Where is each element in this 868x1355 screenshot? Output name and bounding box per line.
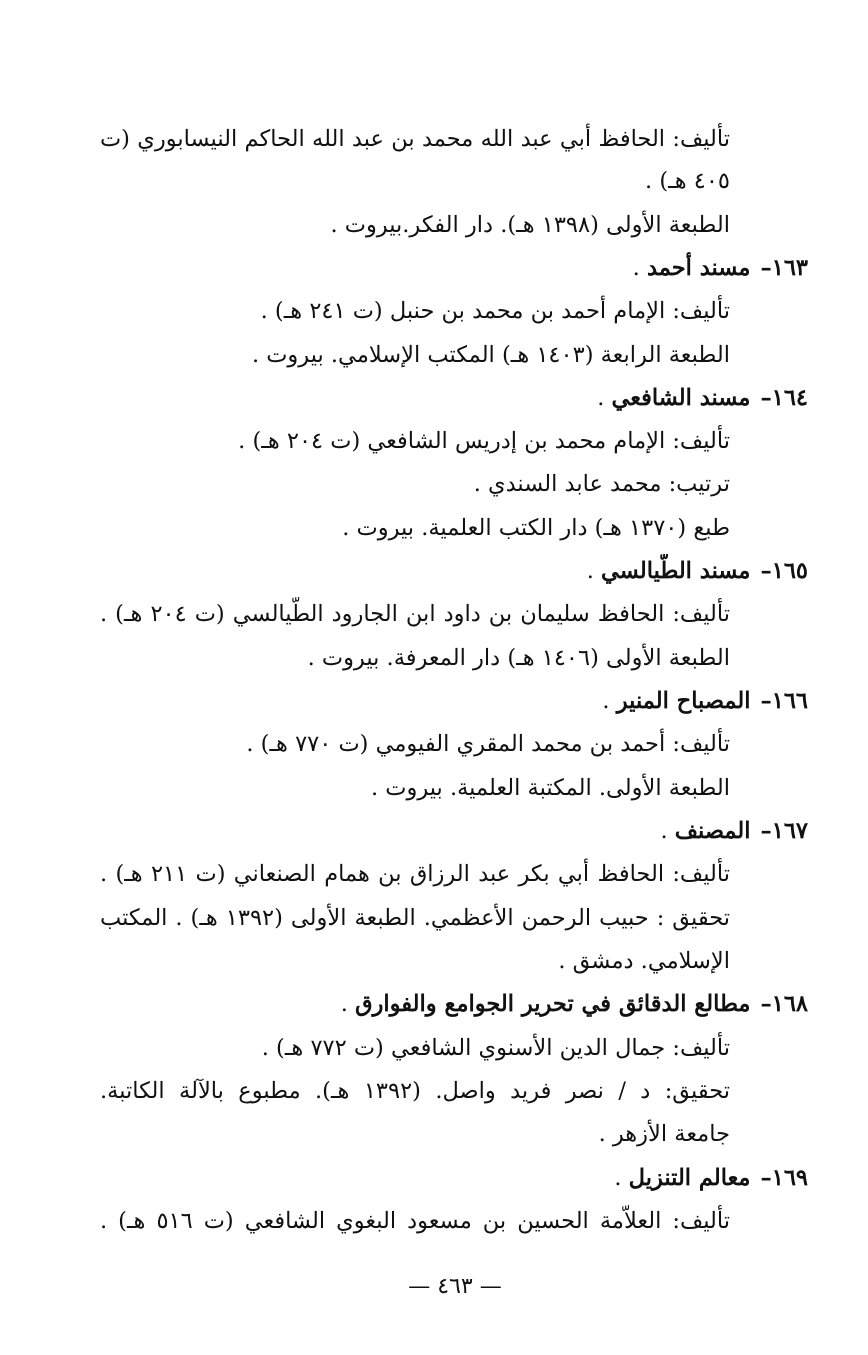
text-line: الطبعة الرابعة (١٤٠٣ هـ) المكتب الإسلامي. بيروت . [251,342,730,368]
entry-heading-164 [597,381,808,417]
entry-title-end: . [632,255,647,281]
text-line: ترتيب: محمد عابد السندي . [473,471,730,497]
text-line: جامعة الأزهر . [598,1121,730,1147]
entry-title: مطالع الدقائق في تحرير الجوامع والفوارق [355,991,751,1017]
text-line: طبع (١٣٧٠ هـ) دار الكتب العلمية. بيروت . [342,515,730,541]
text-line: تأليف: الحافظ أبي بكر عبد الرزاق بن همام الصنعاني (ت ٢١١ هـ) . [100,861,730,887]
entry-title: مسند الطَّيالسي [601,558,751,584]
entry-title-end: . [340,991,356,1017]
entry-title: المصنف [674,818,751,844]
text-line: تحقيق : حبيب الرحمن الأعظمي. الطبعة الأولى (١٣٩٢ هـ) . المكتب [100,905,730,931]
text-line: تأليف: الحافظ أبي عبد الله محمد بن عبد الله الحاكم النيسابوري (ت [100,126,730,152]
entry-heading-165 [587,554,808,590]
entry-number: ١٦٧– [760,818,808,844]
text-line: تأليف: الحافظ سليمان بن داود ابن الجارود الطَّيالسي (ت ٢٠٤ هـ) . [100,601,730,627]
entry-number: ١٦٦– [760,688,808,714]
text-line: تحقيق: د / نصر فريد واصل. (١٣٩٢ هـ). مطبوع بالآلة الكاتبة. [100,1078,730,1104]
text-line: ٤٠٥ هـ) . [645,168,730,194]
entry-heading-163 [633,251,808,287]
page-number: — ٤٦٣ — [408,1274,502,1299]
entry-title-end: . [614,1165,629,1191]
text-line: تأليف: العلاّمة الحسين بن مسعود البغوي الشافعي (ت ٥١٦ هـ) . [100,1208,730,1234]
entry-number: ١٦٥– [760,558,808,584]
entry-heading-167 [660,814,808,850]
entry-title-end: . [597,385,612,411]
entry-title-end: . [602,688,617,714]
entry-number: ١٦٤– [760,385,808,411]
text-line: تأليف: الإمام محمد بن إدريس الشافعي (ت ٢٠٤ هـ) . [238,428,730,454]
entry-title: مسند الشافعي [611,385,751,411]
entry-title: المصباح المنير [616,688,751,714]
entry-heading-166 [602,684,808,720]
entry-title: مسند أحمد [646,255,751,281]
text-line: الطبعة الأولى. المكتبة العلمية. بيروت . [370,775,730,801]
entry-heading-168 [341,987,808,1023]
text-line: تأليف: جمال الدين الأسنوي الشافعي (ت ٧٧٢ هـ) . [261,1035,730,1061]
entry-number: ١٦٨– [760,991,808,1017]
text-line: تأليف: الإمام أحمد بن محمد بن حنبل (ت ٢٤١ هـ) . [260,298,730,324]
entry-title-end: . [660,818,675,844]
text-line: الطبعة الأولى (١٣٩٨ هـ). دار الفكر.بيروت . [330,212,730,238]
entry-heading-169 [614,1161,808,1197]
entry-number: ١٦٩– [760,1165,808,1191]
text-line: تأليف: أحمد بن محمد المقري الفيومي (ت ٧٧٠ هـ) . [246,731,730,757]
entry-title: معالم التنزيل [628,1165,751,1191]
text-line: الطبعة الأولى (١٤٠٦ هـ) دار المعرفة. بيروت . [307,645,730,671]
text-line: الإسلامي. دمشق . [558,948,730,974]
entry-title-end: . [586,558,602,584]
entry-number: ١٦٣– [760,255,808,281]
